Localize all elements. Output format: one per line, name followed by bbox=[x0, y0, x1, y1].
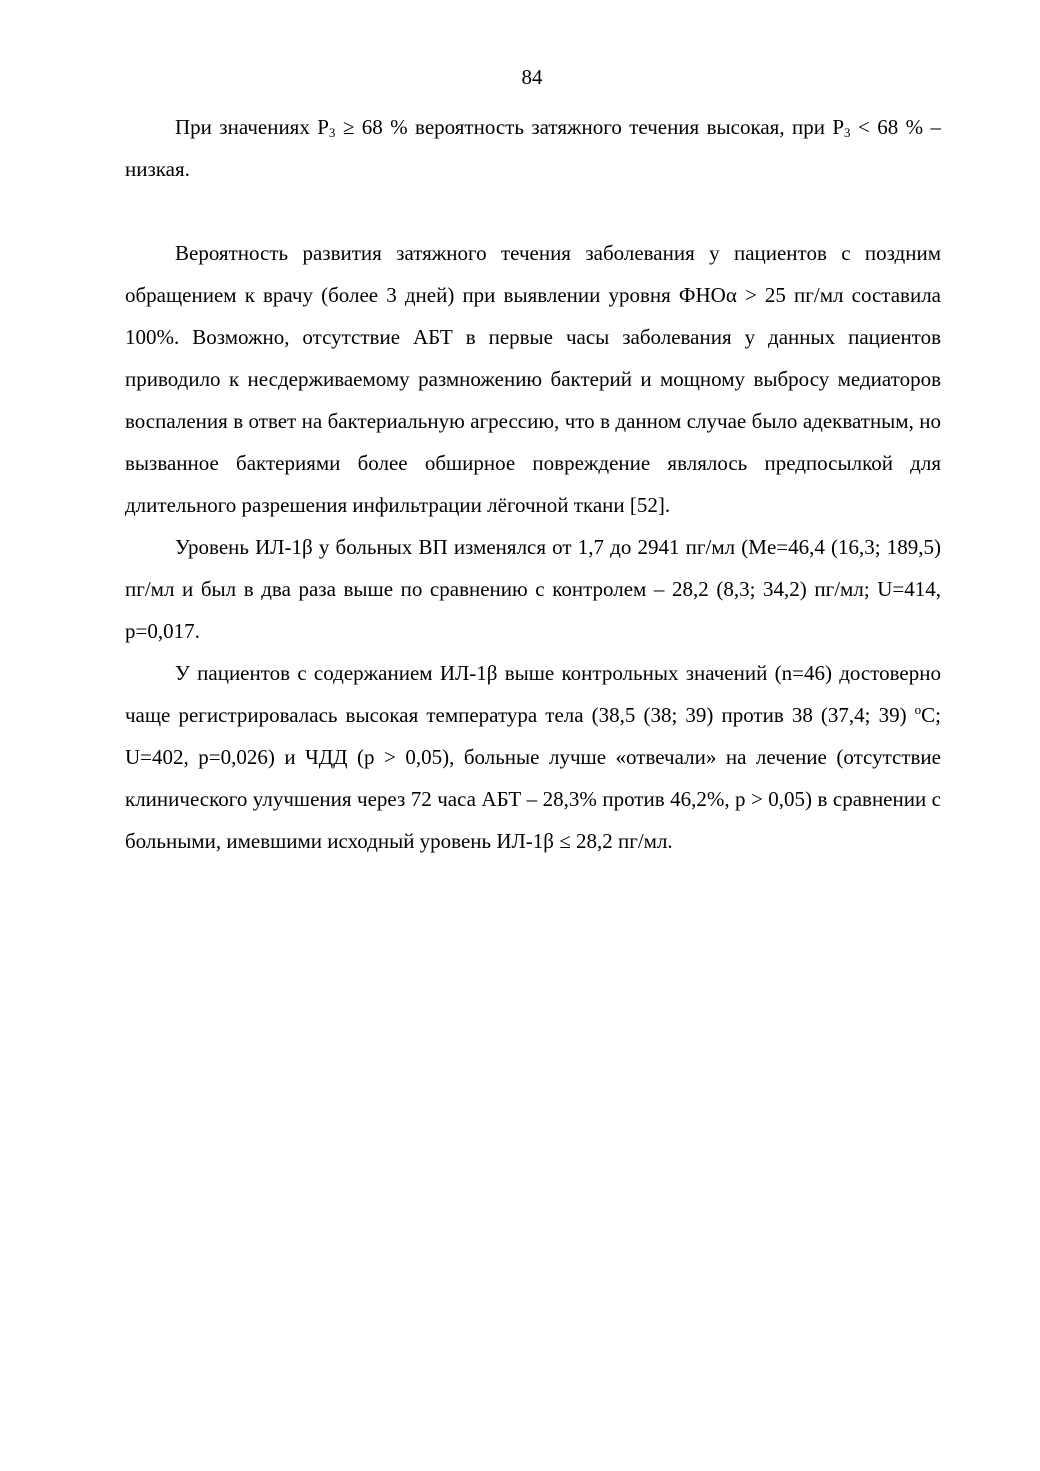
subscript: 3 bbox=[328, 125, 336, 140]
paragraph-il1b-level: Уровень ИЛ-1β у больных ВП изменялся от 1,7 до 2941 пг/мл (Me=46,4 (16,3; 189,5) пг/мл и был в два раза выше по сравнению с контролем – 28,2 (8,3; 34,2) пг/мл; U=414, p=0,017. bbox=[125, 535, 941, 643]
text-segment: При значениях Р bbox=[175, 115, 329, 139]
text-segment: У пациентов с содержанием ИЛ-1β выше контрольных значений (n=46) достоверно чаще регистрировалась высокая температура тела (38,5 (38; 39) против 38 (37,4; 39) bbox=[125, 661, 941, 727]
text-segment: ≥ 68 % вероятность затяжного течения высокая, при Р bbox=[335, 115, 845, 139]
paragraph-tnf-late-admission: Вероятность развития затяжного течения заболевания у пациентов с поздним обращением к врачу (более 3 дней) при выявлении уровня ФНОα > 25 пг/мл составила 100%. Возможно, отсутствие АБТ в первые часы заболевания у данных пациентов приводило к несдерживаемому размножению бактерий и мощному выбросу медиаторов воспаления в ответ на бактериальную агрессию, что в данном случае было адекватным, но вызванное бактериями более обширное повреждение являлось предпосылкой для длительного разрешения инфильтрации лёгочной ткани [52]. bbox=[125, 241, 941, 517]
subscript: 3 bbox=[844, 125, 851, 140]
document-body bbox=[125, 106, 941, 862]
paragraph-probability-threshold bbox=[125, 106, 941, 190]
superscript-degree: о bbox=[914, 702, 922, 717]
paragraph-gap bbox=[125, 190, 941, 232]
text-segment: С; U=402, p=0,026) и ЧДД (p > 0,05), больные лучше «отвечали» на лечение (отсутствие клинического улучшения через 72 часа АБТ – 28,3% против 46,2%, p > 0,05) в сравнении с больными, имевшими исходный уровень ИЛ-1β ≤ 28,2 пг/мл. bbox=[125, 703, 941, 853]
paragraph-il1b-clinical bbox=[125, 652, 941, 862]
text-segment: < 68 % – низкая. bbox=[125, 115, 941, 181]
page-number: 84 bbox=[521, 65, 543, 89]
